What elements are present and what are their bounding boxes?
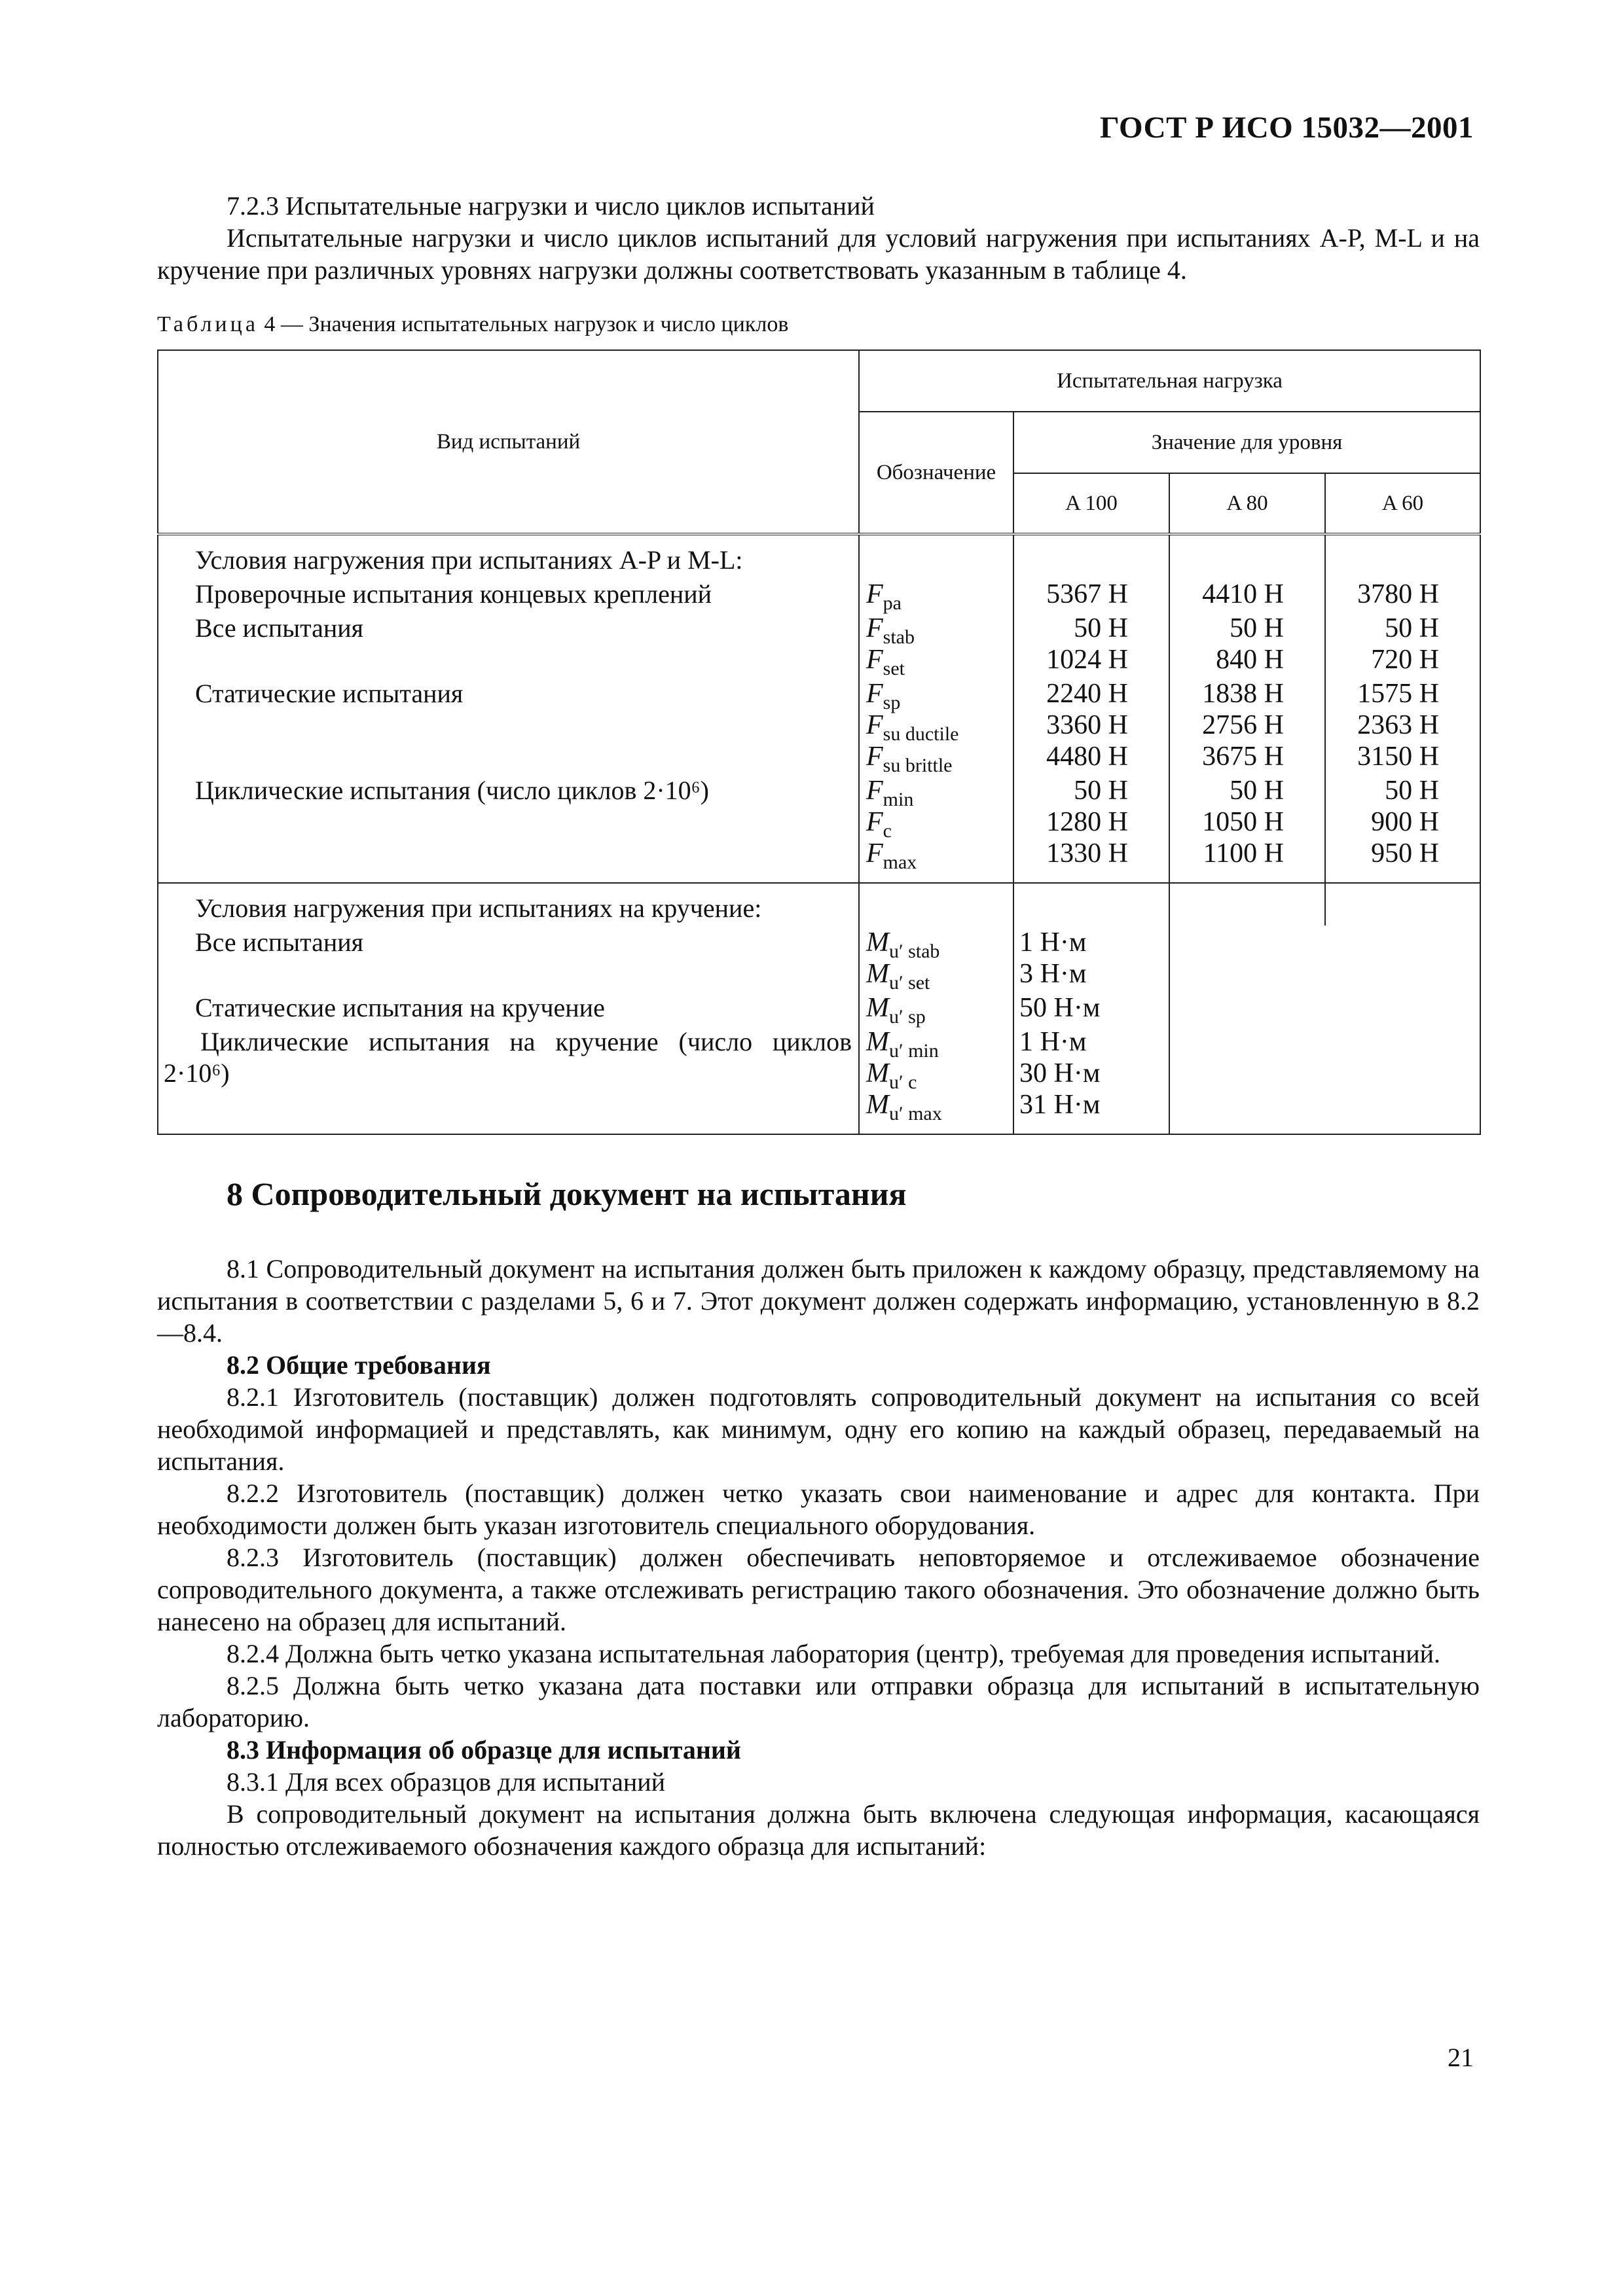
designation-symbol: $M_{u' stab}$ [866,927,940,962]
clause-8-2-1: 8.2.1 Изготовитель (поставщик) должен подготовлять сопроводительный документ на испытания со всей необходимой информацией и представлять, как минимум, одну его копию на каждый образец, передаваемый на испытания. [157,1382,1480,1476]
group-title: Условия нагружения при испытаниях A-P и M-L: [158,534,859,577]
table-row [158,611,1480,677]
load-value: 3360 H [1046,710,1128,740]
load-value: 1 H·м [1019,1027,1087,1057]
table-caption-title: 4 — Значения испытательных нагрузок и число циклов [258,312,789,336]
load-value: 3150 H [1357,742,1439,772]
test-label: Статические испытания на кручение [158,991,859,1025]
load-value: 50 H [1074,613,1128,643]
header-level-a60: A 60 [1325,473,1480,534]
load-value: 3 H·м [1019,959,1087,989]
clause-7-2-3-text: Испытательные нагрузки и число циклов испытаний для условий нагружения при испытаниях A-P, M-L и на кручение при различных уровнях нагрузки должны соответствовать указанным в таблице 4. [157,223,1480,285]
header-test-load: Испытательная нагрузка [859,350,1480,412]
header-test-type: Вид испытаний [158,350,859,534]
load-value: 4410 H [1202,579,1284,609]
load-value: 50 H·м [1019,993,1101,1023]
table-caption [157,308,1480,340]
load-value: 1575 H [1357,679,1439,709]
test-label: Все испытания [158,925,859,991]
load-value: 840 H [1216,645,1284,675]
load-value: 30 H·м [1019,1058,1101,1088]
load-value: 2240 H [1046,679,1128,709]
header-designation: Обозначение [859,412,1013,534]
test-label: Циклические испытания (число циклов 2·10⁶) [158,774,859,883]
load-value: 1100 H [1203,838,1284,869]
test-label: Циклические испытания на кручение (число циклов 2·10⁶) [158,1025,859,1134]
designation-symbol: $M_{u' c}$ [866,1058,917,1093]
load-value: 1838 H [1202,679,1284,709]
designation-symbol: $M_{u' set}$ [866,959,930,994]
load-value: 50 H [1230,613,1284,643]
table-group-torsion [158,883,1480,1134]
load-value: 1280 H [1046,807,1128,837]
designation-symbol: $M_{u' max}$ [866,1090,942,1124]
load-value: 1050 H [1202,807,1284,837]
header-level-a80: A 80 [1169,473,1325,534]
clause-8-3-1-text: В сопроводительный документ на испытания должна быть включена следующая информация, касающаяся полностью отслеживаемого обозначения каждого образца для испытаний: [157,1799,1480,1861]
loads-table [157,350,1481,1135]
designation-symbol: $F_{min}$ [866,776,914,810]
designation-symbol: $F_{max}$ [866,838,917,873]
header-level-a100: A 100 [1013,473,1169,534]
group-title: Условия нагружения при испытаниях на кручение: [158,883,859,925]
test-label: Проверочные испытания концевых креплений [158,577,859,611]
test-label: Все испытания [158,611,859,677]
load-value: 3675 H [1202,742,1284,772]
designation-symbol: $F_{su ductile}$ [866,710,959,745]
table-group-ap-ml [158,534,1480,883]
load-value: 5367 H [1046,579,1128,609]
table-caption-prefix: Таблица [157,312,259,336]
table-row [158,577,1480,611]
load-value: 4480 H [1046,742,1128,772]
designation-symbol: $F_{stab}$ [866,613,915,648]
load-value: 2363 H [1357,710,1439,740]
load-value: 720 H [1371,645,1439,675]
table-row [158,991,1480,1025]
designation-symbol: $F_{pa}$ [866,579,902,614]
load-value: 50 H [1230,776,1284,806]
clause-8-2-4: 8.2.4 Должна быть четко указана испытательная лаборатория (центр), требуемая для проведения испытаний. [227,1639,1441,1668]
load-value: 1330 H [1046,838,1128,869]
clause-8-1: 8.1 Сопроводительный документ на испытания должен быть приложен к каждому образцу, представляемому на испытания в соответствии с разделами 5, 6 и 7. Этот документ должен содержать информацию, установленную в 8.2—8.4. [157,1254,1480,1348]
page-content [157,190,1480,1862]
clause-8-2-heading: 8.2 Общие требования [227,1350,491,1380]
header-level-value: Значение для уровня [1013,412,1480,473]
test-label: Статические испытания [158,677,859,774]
load-value: 1 H·м [1019,927,1087,958]
table-row [158,1025,1480,1134]
table-row [158,774,1480,883]
load-value: 950 H [1371,838,1439,869]
standard-header: ГОСТ Р ИСО 15032—2001 [1099,111,1474,145]
load-value: 50 H [1385,613,1439,643]
designation-symbol: $M_{u' min}$ [866,1027,939,1062]
section-8-title: 8 Сопроводительный документ на испытания [227,1175,907,1212]
load-value: 50 H [1074,776,1128,806]
table-row [158,925,1480,991]
designation-symbol: $F_c$ [866,807,892,842]
load-value: 3780 H [1357,579,1439,609]
page-number: 21 [1448,2043,1474,2072]
designation-symbol: $M_{u' sp}$ [866,993,926,1028]
load-value: 900 H [1371,807,1439,837]
designation-symbol: $F_{su brittle}$ [866,742,953,776]
designation-symbol: $F_{set}$ [866,645,905,679]
table-row [158,677,1480,774]
clause-8-3-1: 8.3.1 Для всех образцов для испытаний [227,1767,666,1797]
designation-symbol: $F_{sp}$ [866,679,901,713]
clause-7-2-3-heading: 7.2.3 Испытательные нагрузки и число циклов испытаний [227,191,875,221]
clause-8-2-3: 8.2.3 Изготовитель (поставщик) должен обеспечивать неповторяемое и отслеживаемое обозначение сопроводительного документа, а также отслеживать регистрацию такого обозначения. Это обозначение должно быть нанесено на образец для испытаний. [157,1543,1480,1636]
load-value: 2756 H [1202,710,1284,740]
clause-8-2-5: 8.2.5 Должна быть четко указана дата поставки или отправки образца для испытаний в испытательную лабораторию. [157,1671,1480,1732]
load-value: 1024 H [1046,645,1128,675]
load-value: 31 H·м [1019,1090,1101,1120]
clause-8-3-heading: 8.3 Информация об образце для испытаний [227,1735,741,1765]
clause-8-2-2: 8.2.2 Изготовитель (поставщик) должен четко указать свои наименование и адрес для контакта. При необходимости должен быть указан изготовитель специального оборудования. [157,1479,1480,1540]
load-value: 50 H [1385,776,1439,806]
